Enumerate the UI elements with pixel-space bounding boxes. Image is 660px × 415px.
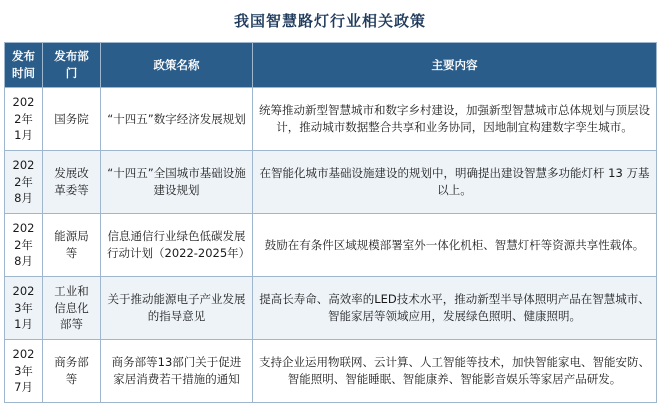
cell-name: “十四五”全国城市基础设施建设规划 xyxy=(101,151,253,214)
table-row xyxy=(5,340,657,403)
cell-dept: 能源局等 xyxy=(43,214,101,277)
header-dept: 发布部门 xyxy=(43,43,101,88)
cell-name: 信息通信行业绿色低碳发展行动计划（2022-2025年） xyxy=(101,214,253,277)
cell-content: 支持企业运用物联网、云计算、人工智能等技术，加快智能家电、智能安防、智能照明、智能睡眠、智能康养、智能影音娱乐等家居产品研发。 xyxy=(253,340,657,403)
cell-time: 2023年1月 xyxy=(5,277,43,340)
policy-table xyxy=(4,42,657,403)
table-row xyxy=(5,151,657,214)
cell-content: 鼓励在有条件区域规模部署室外一体化机柜、智慧灯杆等资源共享性载体。 xyxy=(253,214,657,277)
cell-content: 在智能化城市基础设施建设的规划中，明确提出建设智慧多功能灯杆 13 万基以上。 xyxy=(253,151,657,214)
header-content: 主要内容 xyxy=(253,43,657,88)
cell-time: 2023年7月 xyxy=(5,340,43,403)
page-title: 我国智慧路灯行业相关政策 xyxy=(233,11,426,30)
cell-content: 统筹推动新型智慧城市和数字乡村建设，加强新型智慧城市总体规划与顶层设计，推动城市数据整合共享和业务协同，因地制宜构建数字孪生城市。 xyxy=(253,88,657,151)
header-name: 政策名称 xyxy=(101,43,253,88)
cell-name: “十四五”数字经济发展规划 xyxy=(101,88,253,151)
cell-dept: 发展改革委等 xyxy=(43,151,101,214)
cell-name: 关于推动能源电子产业发展的指导意见 xyxy=(101,277,253,340)
cell-time: 2022年8月 xyxy=(5,151,43,214)
cell-dept: 国务院 xyxy=(43,88,101,151)
cell-name: 商务部等13部门关于促进家居消费若干措施的通知 xyxy=(101,340,253,403)
cell-content: 提高长寿命、高效率的LED技术水平，推动新型半导体照明产品在智慧城市、智能家居等领域应用，发展绿色照明、健康照明。 xyxy=(253,277,657,340)
cell-dept: 商务部等 xyxy=(43,340,101,403)
header-time: 发布时间 xyxy=(5,43,43,88)
table-row xyxy=(5,214,657,277)
cell-time: 2022年8月 xyxy=(5,214,43,277)
table-header-row xyxy=(5,43,657,88)
cell-dept: 工业和信息化部等 xyxy=(43,277,101,340)
table-row xyxy=(5,277,657,340)
table-row xyxy=(5,88,657,151)
cell-time: 2022年1月 xyxy=(5,88,43,151)
